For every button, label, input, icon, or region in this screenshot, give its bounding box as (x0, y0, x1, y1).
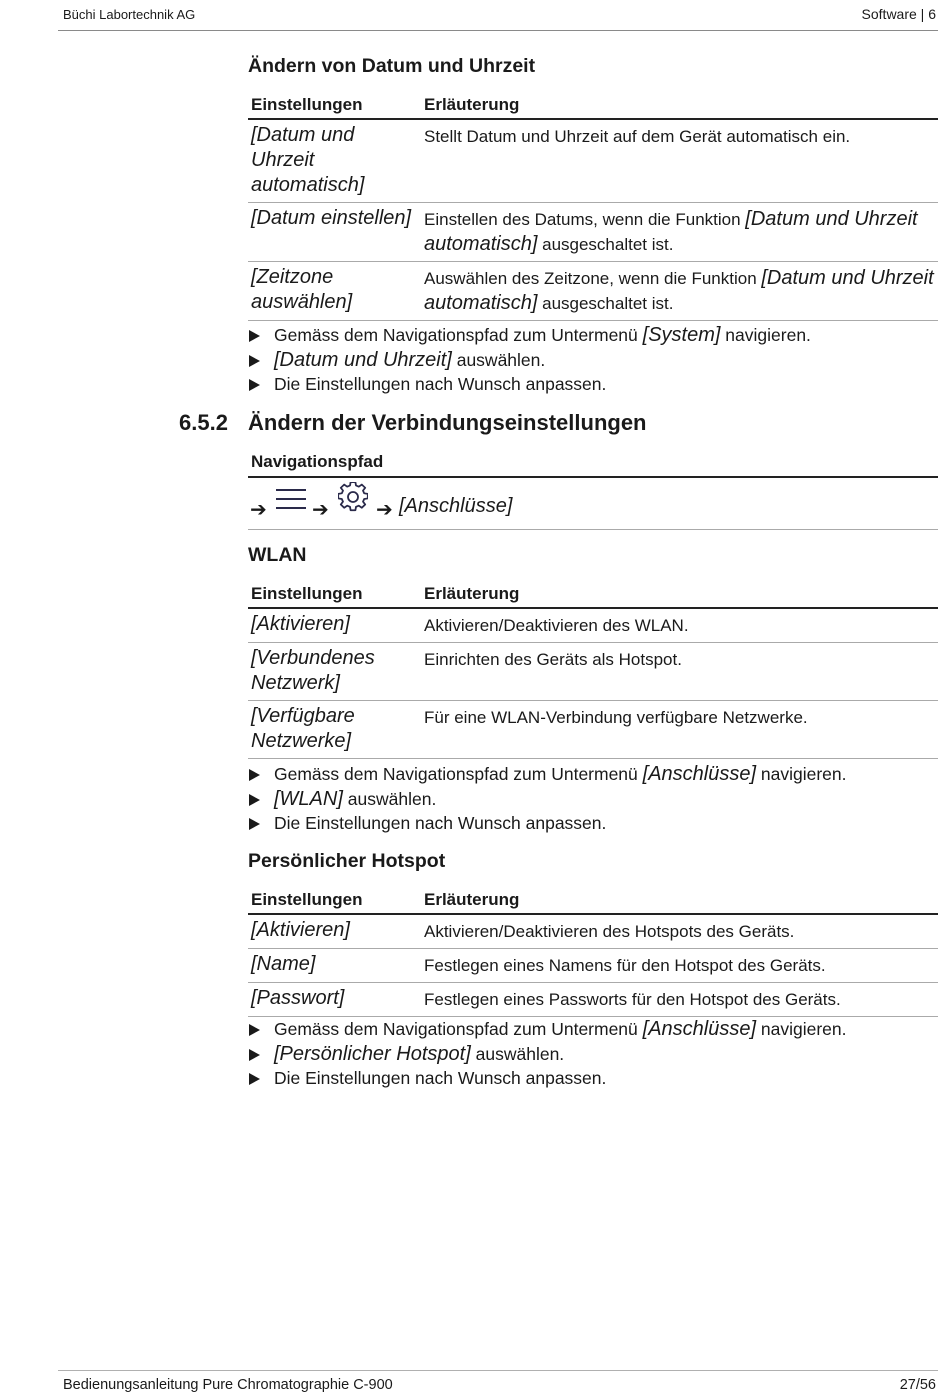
table-row (248, 983, 938, 1017)
col-settings-header: Einstellungen (248, 92, 421, 119)
wlan-steps (248, 762, 847, 836)
hamburger-menu-icon (275, 487, 307, 511)
col-explanation-header: Erläuterung (421, 887, 938, 914)
step-item: [Datum und Uhrzeit] auswählen. (248, 348, 811, 373)
page-number: 27/56 (899, 1377, 936, 1393)
setting-name: [Datum und Uhrzeit automatisch] (248, 119, 421, 203)
col-settings-header: Einstellungen (248, 887, 421, 914)
table-row (248, 643, 938, 701)
section-number: 6.5.2 (179, 410, 228, 435)
step-item: Die Einstellungen nach Wunsch anpassen. (248, 372, 811, 397)
bullet-triangle-icon (249, 818, 260, 830)
hotspot-settings-table (248, 887, 938, 1017)
setting-description: Aktivieren/Deaktivieren des WLAN. (421, 608, 938, 643)
setting-name: [Verfügbare Netzwerke] (248, 701, 421, 759)
setting-description: Auswählen des Zeitzone, wenn die Funktion [Datum und Uhrzeit automatisch] ausgeschaltet ist. (421, 262, 938, 321)
hotspot-heading: Persönlicher Hotspot (248, 850, 446, 872)
col-explanation-header: Erläuterung (421, 92, 938, 119)
table-row (248, 608, 938, 643)
table-row (248, 203, 938, 262)
bullet-triangle-icon (249, 330, 260, 342)
table-row (248, 949, 938, 983)
navigation-path (248, 478, 938, 530)
setting-description: Aktivieren/Deaktivieren des Hotspots des Geräts. (421, 914, 938, 949)
setting-description: Für eine WLAN-Verbindung verfügbare Netzwerke. (421, 701, 938, 759)
date-time-settings-table (248, 92, 938, 321)
arrow-icon: ➔ (376, 499, 393, 521)
table-row (248, 262, 938, 321)
setting-description: Einrichten des Geräts als Hotspot. (421, 643, 938, 701)
date-time-heading: Ändern von Datum und Uhrzeit (248, 55, 536, 77)
arrow-icon: ➔ (250, 499, 267, 521)
step-item: [WLAN] auswählen. (248, 787, 847, 812)
setting-name: [Zeitzone auswählen] (248, 262, 421, 321)
bullet-triangle-icon (249, 1073, 260, 1085)
arrow-icon: ➔ (312, 499, 329, 521)
table-row (248, 119, 938, 203)
bullet-triangle-icon (249, 1024, 260, 1036)
company-name: Büchi Labortechnik AG (63, 7, 196, 22)
bullet-triangle-icon (249, 794, 260, 806)
wlan-heading: WLAN (248, 544, 307, 566)
setting-description: Einstellen des Datums, wenn die Funktion [Datum und Uhrzeit automatisch] ausgeschaltet ist. (421, 203, 938, 262)
date-time-steps (248, 323, 811, 397)
manual-title: Bedienungsanleitung Pure Chromatographie C-900 (63, 1377, 393, 1393)
col-explanation-header: Erläuterung (421, 581, 938, 608)
bullet-triangle-icon (249, 379, 260, 391)
gear-icon (338, 482, 368, 512)
table-header-row (248, 581, 938, 608)
section-title: Ändern der Verbindungseinstellungen (248, 410, 647, 435)
col-settings-header: Einstellungen (248, 581, 421, 608)
nav-target: [Anschlüsse] (399, 495, 513, 517)
table-header-row (248, 92, 938, 119)
navigation-path-label: Navigationspfad (248, 452, 938, 478)
setting-name: [Name] (248, 949, 421, 983)
setting-name: [Verbundenes Netzwerk] (248, 643, 421, 701)
step-item: [Persönlicher Hotspot] auswählen. (248, 1042, 847, 1067)
bullet-triangle-icon (249, 769, 260, 781)
setting-name: [Datum einstellen] (248, 203, 421, 262)
wlan-settings-table (248, 581, 938, 759)
table-row (248, 914, 938, 949)
setting-description: Stellt Datum und Uhrzeit auf dem Gerät automatisch ein. (421, 119, 938, 203)
setting-name: [Passwort] (248, 983, 421, 1017)
step-item: Gemäss dem Navigationspfad zum Untermenü [Anschlüsse] navigieren. (248, 762, 847, 787)
hotspot-steps (248, 1017, 847, 1091)
step-item: Gemäss dem Navigationspfad zum Untermenü [System] navigieren. (248, 323, 811, 348)
step-item: Die Einstellungen nach Wunsch anpassen. (248, 1066, 847, 1091)
page-footer (58, 1370, 938, 1393)
setting-description: Festlegen eines Passworts für den Hotspot des Geräts. (421, 983, 938, 1017)
bullet-triangle-icon (249, 1049, 260, 1061)
step-item: Gemäss dem Navigationspfad zum Untermenü [Anschlüsse] navigieren. (248, 1017, 847, 1042)
table-header-row (248, 887, 938, 914)
setting-description: Festlegen eines Namens für den Hotspot des Geräts. (421, 949, 938, 983)
setting-name: [Aktivieren] (248, 914, 421, 949)
table-row (248, 701, 938, 759)
page-header (58, 0, 938, 31)
setting-name: [Aktivieren] (248, 608, 421, 643)
section-label: Software | 6 (861, 6, 936, 22)
bullet-triangle-icon (249, 355, 260, 367)
step-item: Die Einstellungen nach Wunsch anpassen. (248, 811, 847, 836)
